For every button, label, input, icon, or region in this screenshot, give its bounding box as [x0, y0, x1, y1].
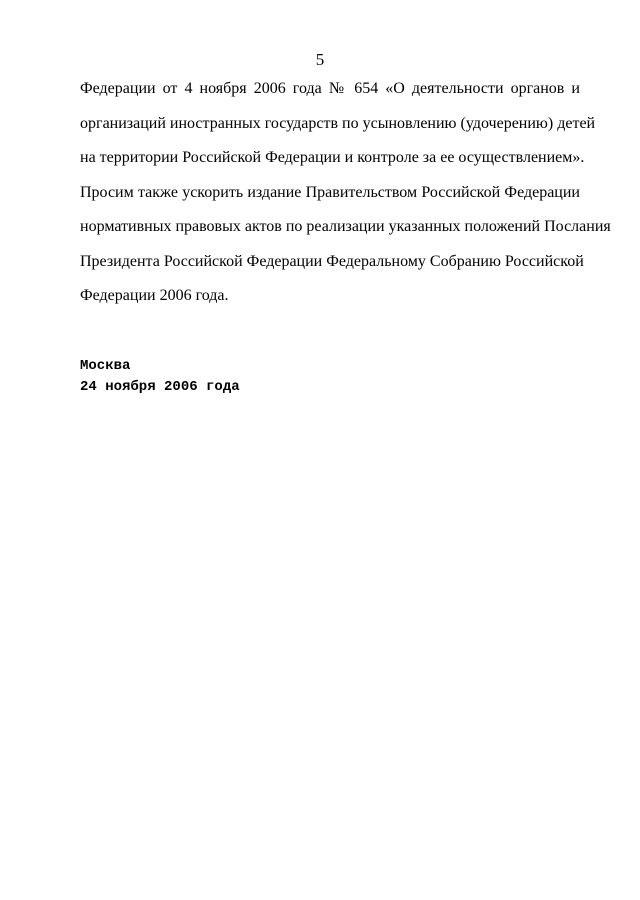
signature-block [80, 356, 240, 398]
signature-date: 24 ноября 2006 года [80, 379, 240, 395]
body-text [80, 76, 611, 318]
body-line: Президента Российской Федерации Федеральному Собранию Российской [80, 252, 584, 270]
signature-city: Москва [80, 358, 131, 374]
page-number: 5 [315, 50, 325, 69]
body-line: нормативных правовых актов по реализации указанных положений Послания [80, 218, 611, 235]
body-line: Федерации от 4 ноября 2006 года № 654 «О деятельности органов и [80, 80, 580, 97]
body-line: Федерации 2006 года. [80, 287, 229, 304]
body-line: на территории Российской Федерации и контроле за ее осуществлением». [80, 149, 585, 166]
body-line: организаций иностранных государств по усыновлению (удочерению) детей [80, 114, 596, 132]
body-line: Просим также ускорить издание Правительством Российской Федерации [80, 183, 580, 201]
